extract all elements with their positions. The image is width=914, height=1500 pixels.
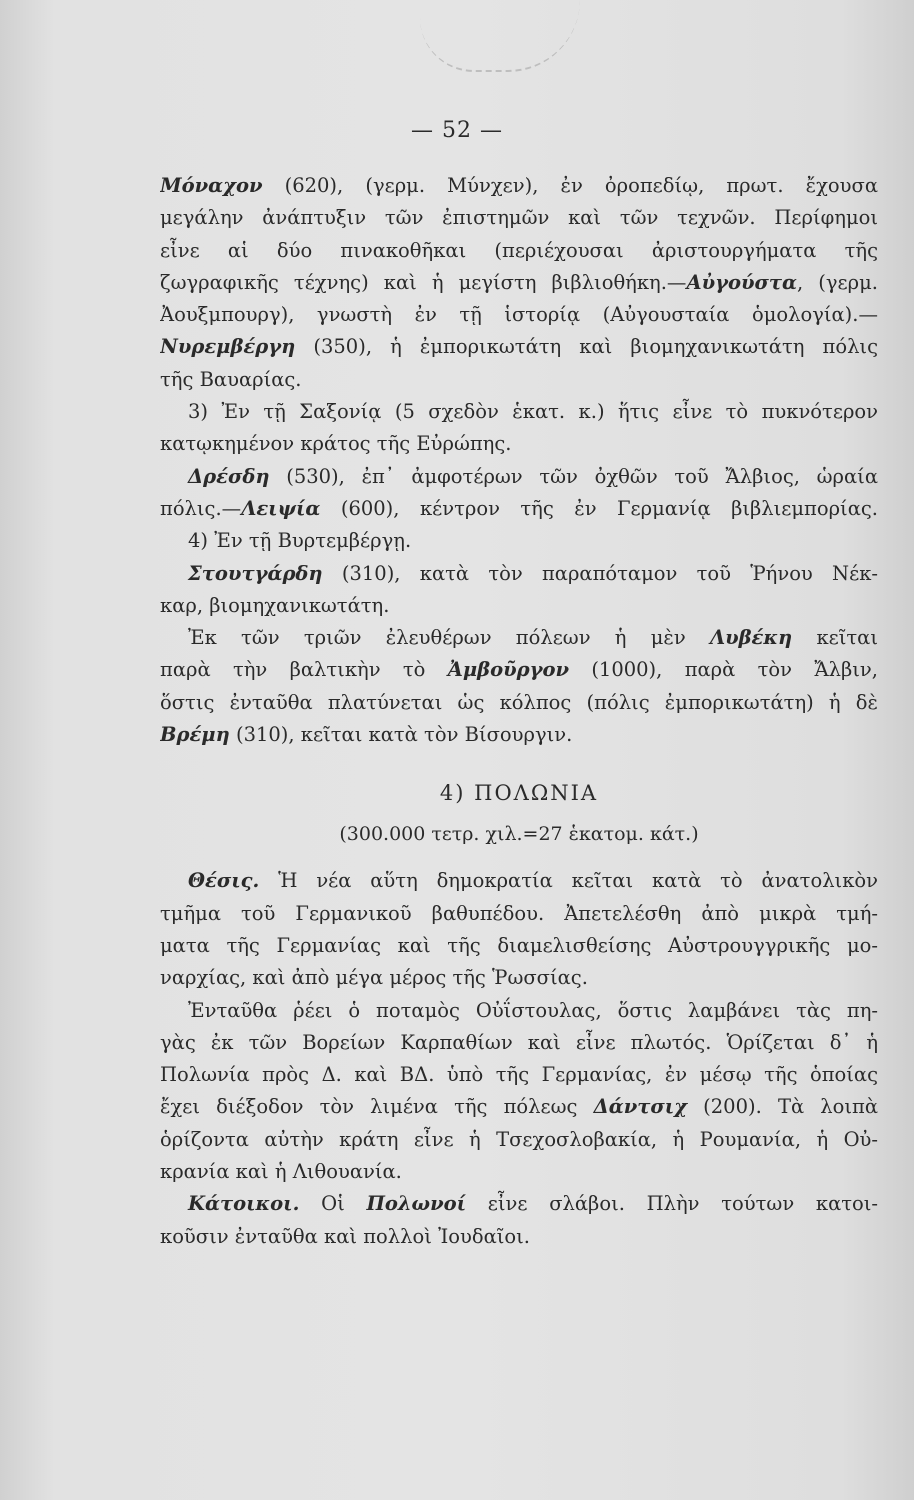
text-line: Ἀουξμπουργ), γνωστὴ ἐν τῇ ἱστορίᾳ (Αὐγουσταία ὁμολογία).— xyxy=(160,303,878,327)
text-line: ὅστις ἐνταῦθα πλατύνεται ὡς κόλπος (πόλις ἐμπορικωτάτη) ἡ δὲ xyxy=(160,690,878,714)
section-heading: 4) ΠΟΛΩΝΙΑ xyxy=(439,781,599,806)
text-line: Νυρεμβέργη (350), ἡ ἐμπορικωτάτη καὶ βιομηχανικωτάτη πόλις xyxy=(160,335,878,359)
text-line: Θέσις. Ἡ νέα αὕτη δημοκρατία κεῖται κατὰ τὸ ἀνατολικὸν xyxy=(188,869,878,893)
text-line: Ἐνταῦθα ῥέει ὁ ποταμὸς Οὐΐστουλας, ὅστις λαμβάνει τὰς πη- xyxy=(188,998,878,1022)
text-line: ζωγραφικῆς τέχνης) καὶ ἡ μεγίστη βιβλιοθήκη.—Αὐγούστα, (γερμ. xyxy=(160,270,878,294)
text-line: γὰς ἐκ τῶν Βορείων Καρπαθίων καὶ εἶνε πλωτός. Ὁρίζεται δ᾽ ἡ xyxy=(160,1030,878,1054)
text-line: εἶνε αἱ δύο πινακοθῆκαι (περιέχουσαι ἀριστουργήματα τῆς xyxy=(160,238,878,262)
text-line: Μόναχον (620), (γερμ. Μύνχεν), ἐν ὀροπεδίῳ, πρωτ. ἔχουσα xyxy=(160,174,878,197)
text-line: κρανία καὶ ἡ Λιθουανία. xyxy=(160,1160,402,1184)
text-line: Πολωνία πρὸς Δ. καὶ ΒΔ. ὑπὸ τῆς Γερμανίας, ἐν μέσῳ τῆς ὁποίας xyxy=(160,1063,878,1087)
text-line: τῆς Βαυαρίας. xyxy=(160,367,302,391)
text-line: κοῦσιν ἐνταῦθα καὶ πολλοὶ Ἰουδαῖοι. xyxy=(160,1224,530,1248)
paper-fold-mark xyxy=(420,0,580,72)
text-line: 4) Ἐν τῇ Βυρτεμβέργῃ. xyxy=(188,529,412,553)
text-line: πόλις.—Λειψία (600), κέντρον τῆς ἐν Γερμανίᾳ βιβλιεμπορίας. xyxy=(160,496,878,520)
text-line: 3) Ἐν τῇ Σαξονίᾳ (5 σχεδὸν ἑκατ. κ.) ἥτις εἶνε τὸ πυκνότερον xyxy=(188,400,878,424)
text-line: ἔχει διέξοδον τὸν λιμένα τῆς πόλεως Δάντσιχ (200). Τὰ λοιπὰ xyxy=(160,1095,878,1119)
text-line: ναρχίας, καὶ ἀπὸ μέγα μέρος τῆς Ῥωσσίας. xyxy=(160,966,588,990)
text-line: κατῳκημένον κράτος τῆς Εὐρώπης. xyxy=(160,432,512,456)
text-line: καρ, βιομηχανικωτάτη. xyxy=(160,593,390,617)
text-line: ὁρίζοντα αὐτὴν κράτη εἶνε ἡ Τσεχοσλοβακία, ἡ Ρουμανία, ἡ Οὐ- xyxy=(160,1127,878,1151)
text-line: Κάτοικοι. Οἱ Πολωνοί εἶνε σλάβοι. Πλὴν τούτων κατοι- xyxy=(188,1192,878,1216)
text-line: ματα τῆς Γερμανίας καὶ τῆς διαμελισθείσης Αὐστρουγγρικῆς μο- xyxy=(160,933,878,957)
text-line: παρὰ τὴν βαλτικὴν τὸ Ἀμβοῦργον (1000), παρὰ τὸν Ἄλβιν, xyxy=(160,658,878,682)
text-line: Δρέσδη (530), ἐπ᾽ ἀμφοτέρων τῶν ὀχθῶν τοῦ Ἄλβιος, ὡραία xyxy=(188,464,878,488)
text-line: Στουτγάρδη (310), κατὰ τὸν παραπόταμον τοῦ Ῥήνου Νέκ- xyxy=(188,561,878,585)
page-number: — 52 — xyxy=(411,118,503,143)
text-line: Ἐκ τῶν τριῶν ἐλευθέρων πόλεων ἡ μὲν Λυβέκη κεῖται xyxy=(188,626,878,650)
section-subheading: (300.000 τετρ. χιλ.=27 ἑκατομ. κάτ.) xyxy=(339,823,699,846)
body-text xyxy=(160,170,878,1253)
text-line: Βρέμη (310), κεῖται κατὰ τὸν Βίσουργιν. xyxy=(160,723,573,747)
text-line: μεγάλην ἀνάπτυξιν τῶν ἐπιστημῶν καὶ τῶν τεχνῶν. Περίφημοι xyxy=(160,206,878,230)
text-line: τμῆμα τοῦ Γερμανικοῦ βαθυπέδου. Ἀπετελέσθη ἀπὸ μικρὰ τμή- xyxy=(160,901,878,925)
